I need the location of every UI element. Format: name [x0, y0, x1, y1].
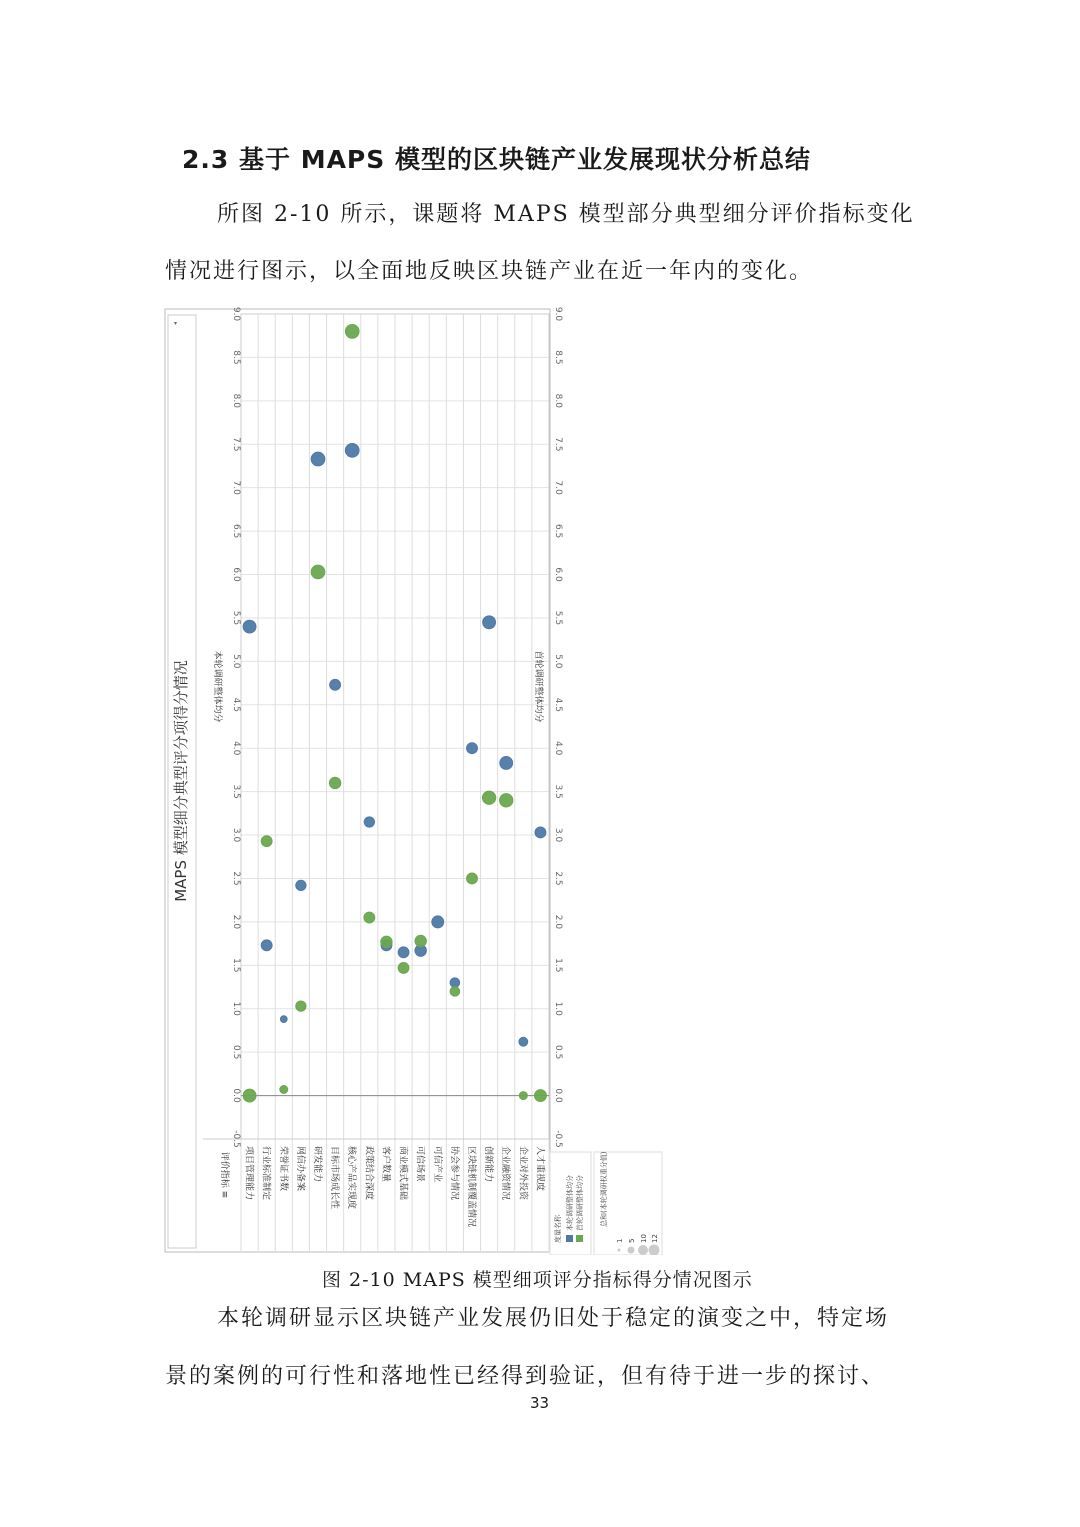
legend-size-marker-5 — [628, 1247, 635, 1254]
scatter-chart — [163, 307, 663, 1255]
y-axis-title-left: 本轮调研整体均分 — [212, 650, 222, 723]
y-tick-left: 7.0 — [231, 480, 241, 495]
legend-series-first: 首轮调研整体均分 — [576, 1175, 584, 1231]
category-axis-title: 评价指标 ≡ — [219, 1151, 229, 1199]
data-point-current — [483, 616, 496, 629]
paragraph-1-line-2: 情况进行图示，以全面地反映区块链产业在近一年内的变化。 — [165, 259, 814, 284]
y-tick-left: 7.5 — [231, 437, 241, 452]
category-label: 企业对外投资 — [517, 1146, 528, 1201]
data-point-first — [415, 935, 426, 946]
data-point-first — [296, 1001, 306, 1011]
data-point-current — [519, 1037, 528, 1046]
y-tick-left: 3.0 — [231, 827, 241, 843]
data-point-first — [261, 836, 272, 847]
category-label: 行业标准制定 — [260, 1146, 271, 1201]
data-point-first — [381, 936, 392, 947]
data-point-first — [519, 1092, 527, 1100]
y-tick-right: 7.0 — [553, 480, 563, 495]
category-label: 荣誉证书数 — [277, 1146, 288, 1192]
data-point-first — [467, 873, 478, 884]
y-tick-right: 6.0 — [553, 567, 563, 582]
legend-swatch-first — [576, 1235, 583, 1242]
y-tick-right: 7.5 — [553, 437, 563, 452]
data-point-current — [330, 679, 341, 690]
y-tick-right: 1.5 — [553, 958, 563, 973]
data-point-current — [364, 817, 374, 827]
data-point-current — [296, 880, 306, 890]
y-tick-left: 5.0 — [231, 654, 241, 669]
data-point-first — [311, 565, 325, 579]
title-panel-dropdown-icon: ▾ — [174, 320, 178, 327]
y-tick-right: -0.5 — [553, 1130, 563, 1148]
category-label: 可信场景 — [414, 1146, 425, 1183]
category-label: 区块链机制覆盖情况 — [466, 1146, 476, 1228]
category-label: 协会参与情况 — [448, 1146, 459, 1201]
y-tick-right: 5.0 — [553, 654, 563, 669]
chart-title: MAPS 模型细分典型评分项得分情况 — [172, 660, 190, 902]
category-label: 研发能力 — [312, 1146, 322, 1183]
category-label: 商业模式基础 — [397, 1146, 408, 1201]
y-tick-right: 3.0 — [553, 827, 563, 843]
legend-size-marker-1 — [618, 1249, 621, 1252]
data-point-current — [398, 947, 409, 958]
data-point-first — [280, 1086, 288, 1094]
y-tick-right: 5.5 — [553, 610, 563, 626]
maps-scatter-figure — [163, 307, 663, 1255]
y-tick-left: 1.0 — [231, 1001, 241, 1016]
y-tick-left: 3.5 — [231, 784, 241, 799]
category-label: 项目管理能力 — [243, 1146, 254, 1201]
y-tick-right: 4.0 — [553, 741, 563, 756]
legend-size-label-10: 10 — [640, 1234, 648, 1243]
paragraph-2-line-2: 景的案例的可行性和落地性已经得到验证，但有待于进一步的探讨、 — [165, 1364, 886, 1389]
legend-size-label-1: 1 — [616, 1238, 624, 1243]
data-point-current — [500, 757, 513, 770]
y-tick-left: 4.5 — [231, 697, 241, 712]
y-tick-left: 1.5 — [231, 958, 241, 973]
data-point-first — [534, 1090, 546, 1102]
y-tick-left: 4.0 — [231, 741, 241, 756]
y-tick-right: 3.5 — [553, 784, 563, 799]
y-tick-left: 2.0 — [231, 914, 241, 930]
data-point-current — [243, 620, 256, 633]
legend-size-label-12: 12 — [651, 1234, 659, 1243]
y-tick-right: 6.5 — [553, 523, 563, 539]
y-tick-right: 4.5 — [553, 697, 563, 712]
y-tick-right: 2.5 — [553, 871, 563, 886]
y-tick-right: 8.5 — [553, 350, 563, 365]
y-axis-title-right: 首轮调研整体均分 — [533, 650, 543, 723]
legend-series-current: 本轮调研整体均分 — [566, 1175, 574, 1231]
category-label: 创新能力 — [483, 1146, 494, 1183]
y-tick-left: 6.0 — [231, 567, 241, 582]
data-point-current — [432, 916, 444, 928]
data-point-first — [243, 1089, 256, 1102]
legend — [550, 1151, 662, 1255]
figure-caption: 图 2-10 MAPS 模型细项评分指标得分情况图示 — [322, 1269, 753, 1291]
y-tick-left: 6.5 — [231, 523, 241, 539]
y-tick-left: 8.5 — [231, 350, 241, 365]
category-label: 网信办备案 — [294, 1146, 305, 1192]
y-tick-right: 0.0 — [553, 1088, 563, 1103]
category-label: 客户数量 — [380, 1146, 391, 1183]
data-point-first — [500, 794, 513, 807]
y-tick-right: 9.0 — [553, 307, 563, 322]
data-point-first — [329, 777, 340, 788]
y-tick-right: 1.0 — [553, 1001, 563, 1016]
y-tick-left: 2.5 — [231, 871, 241, 886]
category-label: 核心产品实现度 — [346, 1146, 357, 1210]
data-point-current — [280, 1016, 287, 1023]
category-label: 可信产业 — [431, 1146, 442, 1183]
data-point-first — [398, 962, 409, 973]
category-label: 目标市场成长性 — [329, 1146, 340, 1210]
paragraph-2-line-1: 本轮调研显示区块链产业发展仍旧处于稳定的演变之中，特定场 — [217, 1306, 890, 1331]
data-point-current — [311, 452, 325, 466]
data-point-current — [345, 443, 359, 457]
page-number: 33 — [530, 1394, 550, 1412]
category-label: 政策结合深度 — [363, 1146, 374, 1201]
legend-size-label-5: 5 — [628, 1238, 636, 1243]
data-point-first — [450, 987, 460, 997]
data-point-current — [450, 978, 460, 988]
data-point-first — [364, 912, 375, 923]
legend-swatch-current — [566, 1235, 573, 1242]
y-tick-right: 8.0 — [553, 393, 563, 409]
legend-size-title: 总和(本轮调研权重分值) — [600, 1151, 608, 1227]
data-point-first — [345, 325, 359, 339]
legend-measure-title: 度量名称 — [554, 1215, 562, 1243]
y-tick-left: -0.5 — [231, 1130, 241, 1148]
paragraph-1-line-1: 所图 2-10 所示，课题将 MAPS 模型部分典型细分评价指标变化 — [217, 202, 915, 227]
legend-size-marker-12 — [649, 1245, 660, 1256]
y-tick-right: 0.5 — [553, 1044, 563, 1060]
y-tick-left: 5.5 — [231, 610, 241, 626]
y-tick-right: 2.0 — [553, 914, 563, 930]
section-heading: 2.3 基于 MAPS 模型的区块链产业发展现状分析总结 — [182, 145, 811, 174]
y-tick-left: 8.0 — [231, 393, 241, 409]
category-label: 企业融资情况 — [500, 1146, 511, 1201]
y-tick-left: 0.0 — [231, 1088, 241, 1103]
data-point-first — [482, 791, 495, 804]
y-tick-left: 0.5 — [231, 1044, 241, 1060]
category-label: 人才重视度 — [534, 1146, 545, 1192]
data-point-current — [535, 827, 546, 838]
legend-size-marker-10 — [638, 1245, 648, 1255]
data-point-current — [261, 940, 272, 951]
y-tick-left: 9.0 — [231, 307, 241, 322]
data-point-current — [467, 743, 478, 754]
